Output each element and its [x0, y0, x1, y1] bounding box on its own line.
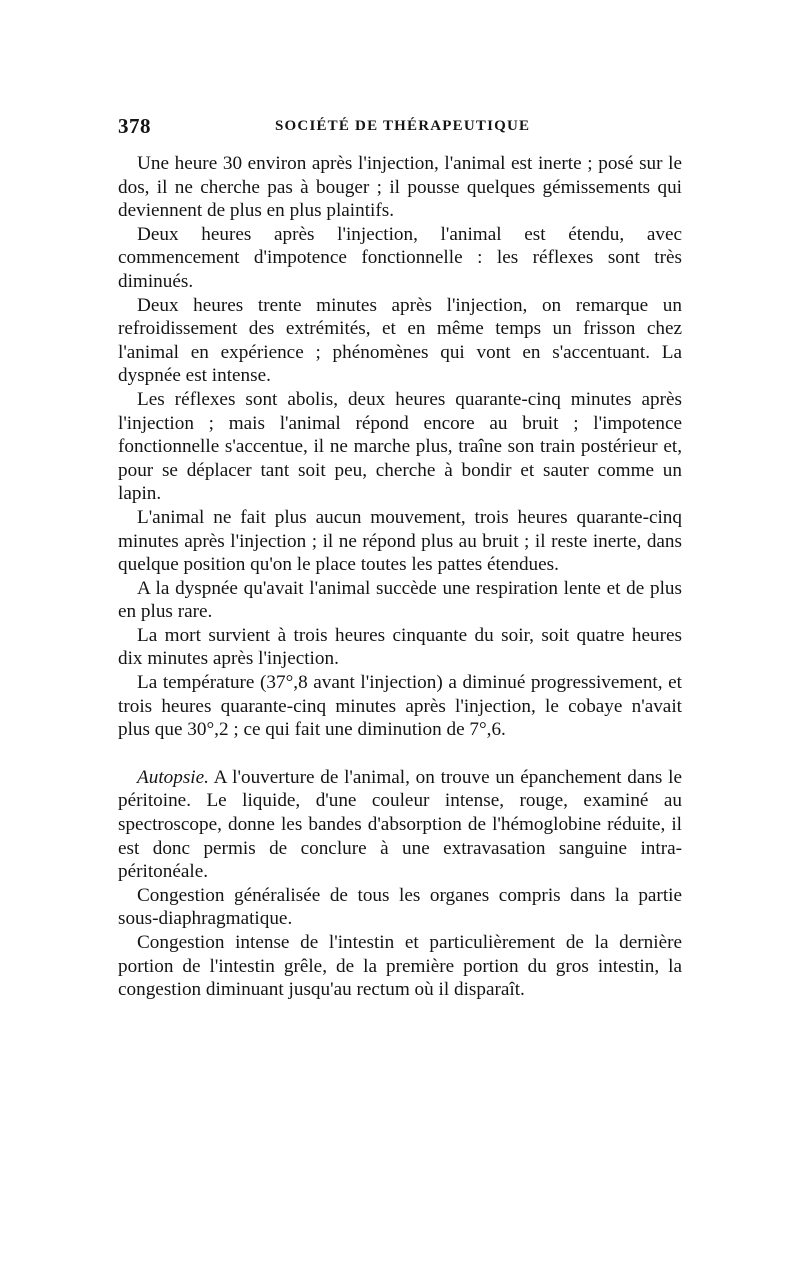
paragraph-chill: Deux heures trente minutes après l'injection, on remarque un refroidissement des extrémités, et en même temps un frisson chez l'animal en expérience ; phénomènes qui vont en s'accentuant. La dyspnée est intense. [118, 294, 682, 387]
body-text [118, 152, 682, 1002]
paragraph-death: La mort survient à trois heures cinquante du soir, soit quatre heures dix minutes après l'injection. [118, 624, 682, 670]
autopsy-heading: Autopsie. [137, 766, 209, 788]
autopsy-text: A l'ouverture de l'animal, on trouve un épanchement dans le péritoine. Le liquide, d'une couleur intense, rouge, examiné au spectroscope, donne les bandes d'absorption de l'hémoglobine réduite, il est donc permis de conclure à une extravasation sanguine intra-péritonéale. [118, 766, 682, 883]
running-head [118, 114, 680, 144]
page-number: 378 [118, 114, 151, 138]
paragraph-congestion-intestine: Congestion intense de l'intestin et particulièrement de la dernière portion de l'intestin grêle, de la première portion du gros intestin, la congestion diminuant jusqu'au rectum où il disparaît. [118, 932, 682, 1001]
paragraph-respiration: A la dyspnée qu'avait l'animal succède une respiration lente et de plus en plus rare. [118, 577, 682, 623]
paragraph-inert-animal: Une heure 30 environ après l'injection, l'animal est inerte ; posé sur le dos, il ne cherche pas à bouger ; il pousse quelques gémissements qui deviennent de plus en plus plaintifs. [118, 153, 682, 222]
journal-title: SOCIÉTÉ DE THÉRAPEUTIQUE [275, 118, 531, 134]
paragraph-autopsy [118, 766, 682, 884]
paragraph-temperature: La température (37°,8 avant l'injection) a diminué progressivement, et trois heures quarante-cinq minutes après l'injection, le cobaye n'avait plus que 30°,2 ; ce qui fait une diminution de 7°,6. [118, 672, 682, 741]
paragraph-impotence: Deux heures après l'injection, l'animal est étendu, avec commencement d'impotence fonctionnelle : les réflexes sont très diminués. [118, 223, 682, 292]
paragraph-reflexes: Les réflexes sont abolis, deux heures quarante-cinq minutes après l'injection ; mais l'animal répond encore au bruit ; l'impotence fonctionnelle s'accentue, il ne marche plus, traîne son train postérieur et, pour se déplacer tant soit peu, cherche à bondir et sauter comme un lapin. [118, 388, 682, 505]
paragraph-congestion-general: Congestion généralisée de tous les organes compris dans la partie sous-diaphragmatique. [118, 884, 682, 930]
paragraph-no-movement: L'animal ne fait plus aucun mouvement, trois heures quarante-cinq minutes après l'injection ; il ne répond plus au bruit ; il reste inerte, dans quelque position qu'on le place toutes les pattes étendues. [118, 506, 682, 576]
